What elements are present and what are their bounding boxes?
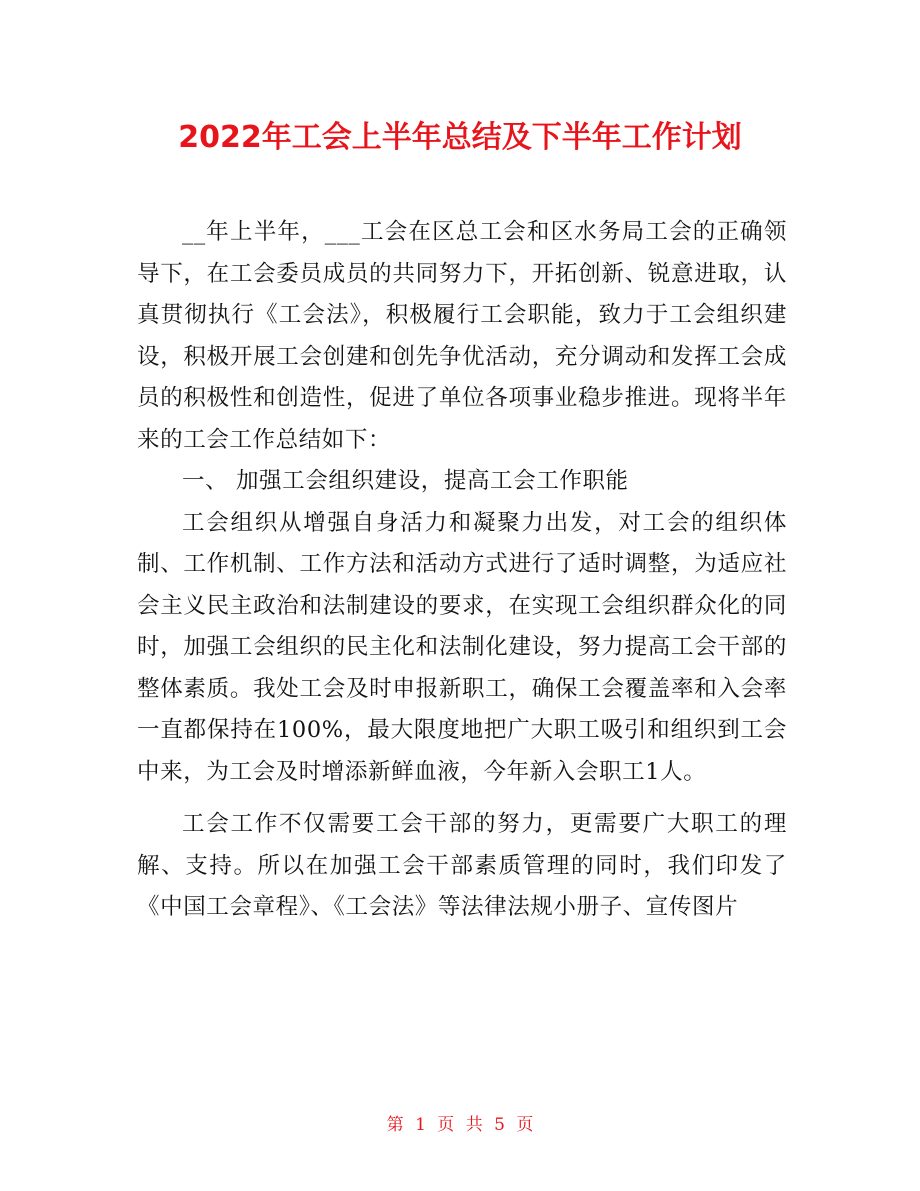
document-title: 2022年工会上半年总结及下半年工作计划	[178, 120, 742, 155]
paragraph-support: 工会工作不仅需要工会干部的努力，更需要广大职工的理解、支持。所以在加强工会干部素质管理的同时，我们印发了《中国工会章程》、《工会法》等法律法规小册子、宣传图片	[137, 811, 787, 920]
paragraph-intro: __年上半年，___工会在区总工会和区水务局工会的正确领导下，在工会委员成员的共同努力下，开拓创新、锐意进取，认真贯彻执行《工会法》，积极履行工会职能，致力于工会组织建设，积极开展工会创建和创先争优活动，充分调动和发挥工会成员的积极性和创造性，促进了单位各项事业稳步推进。现将半年来的工会工作总结如下：	[137, 219, 787, 453]
page-number-footer: 第 1 页 共 5 页	[386, 1115, 534, 1135]
document-body	[137, 212, 787, 929]
paragraph-organization: 工会组织从增强自身活力和凝聚力出发，对工会的组织体制、工作机制、工作方法和活动方式进行了适时调整，为适应社会主义民主政治和法制建设的要求，在实现工会组织群众化的同时，加强工会组织的民主化和法制化建设，努力提高工会干部的整体素质。我处工会及时申报新职工，确保工会覆盖率和入会率一直都保持在100%，最大限度地把广大职工吸引和组织到工会中来，为工会及时增添新鲜血液，今年新入会职工1人。	[137, 509, 787, 785]
section-heading-1: 一、 加强工会组织建设，提高工会工作职能	[182, 468, 629, 494]
